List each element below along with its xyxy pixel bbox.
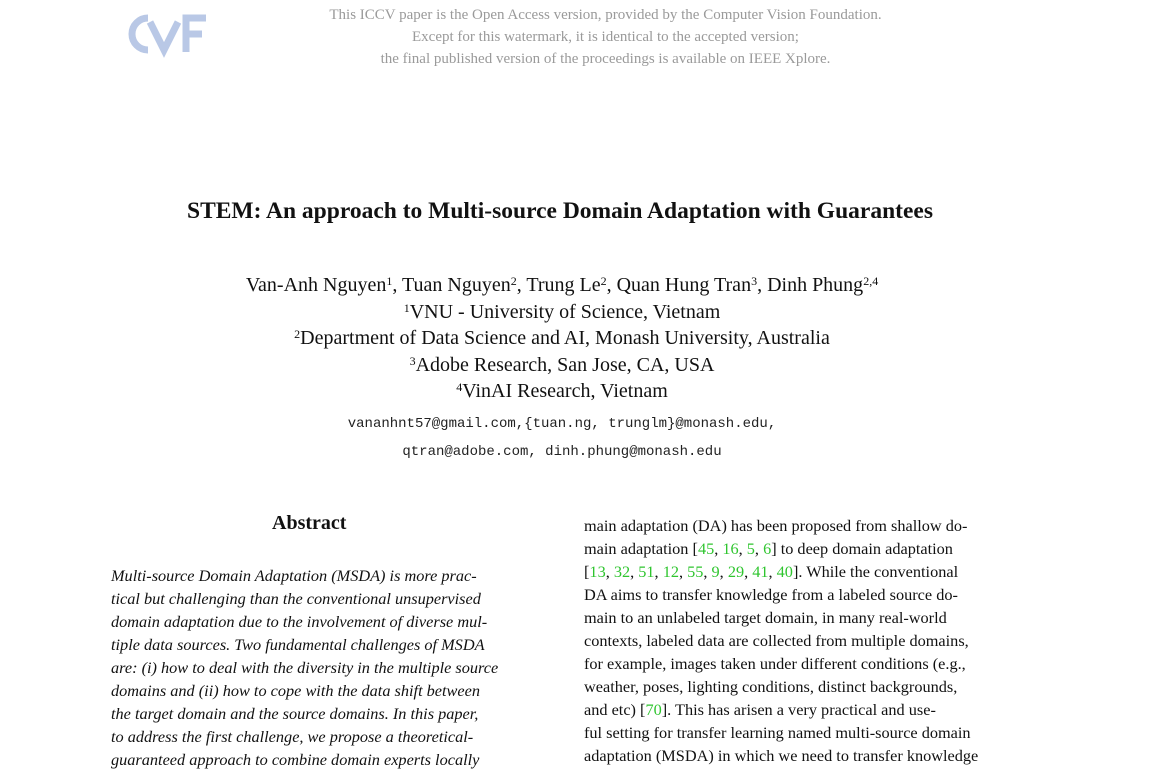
citation-45[interactable]: 45 [697,539,715,558]
affiliation-1 [0,299,1124,326]
abstract-line-1-text: Multi-source Domain Adaptation (MSDA) is more prac- [111,566,477,585]
intro-line-1-text: main adaptation (DA) has been proposed from shallow do- [584,516,968,535]
affiliation-3 [0,352,1124,379]
abstract-heading: Abstract [272,512,347,534]
author-block [0,272,1124,405]
intro-line-10-text: ful setting for transfer learning named multi-source domain [584,723,971,742]
intro-line-11 [584,744,1034,767]
citation-12[interactable]: 12 [662,562,679,581]
intro-line-5 [584,606,1034,629]
intro-line-6 [584,629,1034,652]
citation-55[interactable]: 55 [687,562,704,581]
author-5-sup: 2,4 [863,274,879,288]
abstract-line-9-text: guaranteed approach to combine domain experts locally [111,750,480,769]
citation-5[interactable]: 5 [746,539,755,558]
author-1-sup: 1 [386,274,393,288]
email-line-1: vananhnt57@gmail.com,{tuan.ng, trunglm}@monash.edu, [347,416,777,432]
introduction-text [584,514,1034,767]
author-3: , Trung Le [516,274,601,296]
watermark-line-2: Except for this watermark, it is identical to the accepted version; [412,29,799,45]
intro-line-1 [584,514,1034,537]
affiliation-4-sup: 4 [456,380,463,394]
citation-16[interactable]: 16 [722,539,739,558]
citation-13[interactable]: 13 [589,562,606,581]
affiliation-3-sup: 3 [409,353,416,368]
email-line-2: qtran@adobe.com, dinh.phung@monash.edu [402,444,722,460]
citation-29[interactable]: 29 [727,562,745,581]
author-2: , Tuan Nguyen [392,274,511,296]
intro-line-2-pre: main adaptation [ [584,539,698,558]
abstract-line-7-text: the target domain and the source domains. In this paper, [111,704,479,723]
intro-line-4-text: DA aims to transfer knowledge from a labeled source do- [584,585,958,604]
intro-line-2-post: ] to deep domain adaptation [771,539,953,558]
abstract-line-8 [111,725,541,748]
citation-32[interactable]: 32 [613,562,631,581]
author-emails [0,410,1124,466]
abstract-line-4-text: tiple data sources. Two fundamental challenges of MSDA [111,635,485,654]
citation-6[interactable]: 6 [763,539,772,558]
citation-9[interactable]: 9 [711,562,720,581]
abstract-line-4 [111,633,541,656]
intro-line-10 [584,721,1034,744]
intro-line-7 [584,652,1034,675]
author-list [0,272,1124,299]
intro-line-5-text: main to an unlabeled target domain, in many real-world [584,608,947,627]
abstract-text [111,564,541,771]
author-1: Van-Anh Nguyen [245,274,387,296]
affiliation-2-text: Department of Data Science and AI, Monash University, Australia [300,327,830,349]
affiliation-1-sup: 1 [403,300,410,315]
intro-line-9-pre: and etc) [ [584,700,646,719]
intro-line-9-post: ]. This has arisen a very practical and use- [661,700,936,719]
author-4-sup: 3 [751,274,758,288]
abstract-line-8-text: to address the first challenge, we propose a theoretical- [111,727,474,746]
watermark-line-3: the final published version of the proceedings is available on IEEE Xplore. [380,51,831,67]
abstract-line-6 [111,679,541,702]
abstract-line-5-text: are: (i) how to deal with the diversity in the multiple source [111,658,499,677]
intro-line-3: [ 13 , 32 , 51 , 12 , 55 , 9 , 29 , 41 , 40 ]. While the conventional [584,562,959,581]
paper-title: STEM: An approach to Multi-source Domain Adaptation with Guarantees [187,198,933,224]
citation-40[interactable]: 40 [776,562,793,581]
watermark-notice [0,4,1155,70]
citation-70[interactable]: 70 [645,700,662,719]
citation-41[interactable]: 41 [752,562,769,581]
affiliation-4-text: VinAI Research, Vietnam [462,380,668,402]
affiliation-2 [0,325,1124,352]
affiliation-3-text: Adobe Research, San Jose, CA, USA [415,353,715,376]
intro-line-4 [584,583,1034,606]
abstract-line-1 [111,564,541,587]
author-5: , Dinh Phung [757,274,864,296]
abstract-line-6-text: domains and (ii) how to cope with the data shift between [111,681,481,700]
citation-51[interactable]: 51 [638,562,655,581]
author-3-sup: 2 [600,274,607,288]
author-4: , Quan Hung Tran [606,274,752,296]
intro-line-9 [584,698,1034,721]
abstract-line-3 [111,610,541,633]
intro-line-8 [584,675,1034,698]
intro-line-2: main adaptation [ 45 , 16 , 5 , 6 ] to deep domain adaptation [584,539,953,558]
abstract-line-3-text: domain adaptation due to the involvement of diverse mul- [111,612,488,631]
affiliation-4 [0,378,1124,405]
affiliation-2-sup: 2 [294,327,301,341]
abstract-line-9 [111,748,541,771]
author-2-sup: 2 [510,274,517,288]
abstract-line-7 [111,702,541,725]
intro-line-7-text: for example, images taken under different conditions (e.g., [584,654,966,673]
intro-line-3-bracket: [ [584,562,590,581]
affiliation-1-text: VNU - University of Science, Vietnam [409,300,721,323]
abstract-line-5 [111,656,541,679]
intro-line-3-post: ]. While the conventional [792,562,959,581]
intro-line-8-text: weather, poses, lighting conditions, distinct backgrounds, [584,677,958,696]
intro-line-6-text: contexts, labeled data are collected from multiple domains, [584,631,969,650]
watermark-line-1: This ICCV paper is the Open Access version, provided by the Computer Vision Foundation. [329,7,882,23]
abstract-line-2-text: tical but challenging than the conventional unsupervised [111,589,481,608]
intro-line-11-text: adaptation (MSDA) in which we need to transfer knowledge [584,746,979,765]
abstract-line-2 [111,587,541,610]
